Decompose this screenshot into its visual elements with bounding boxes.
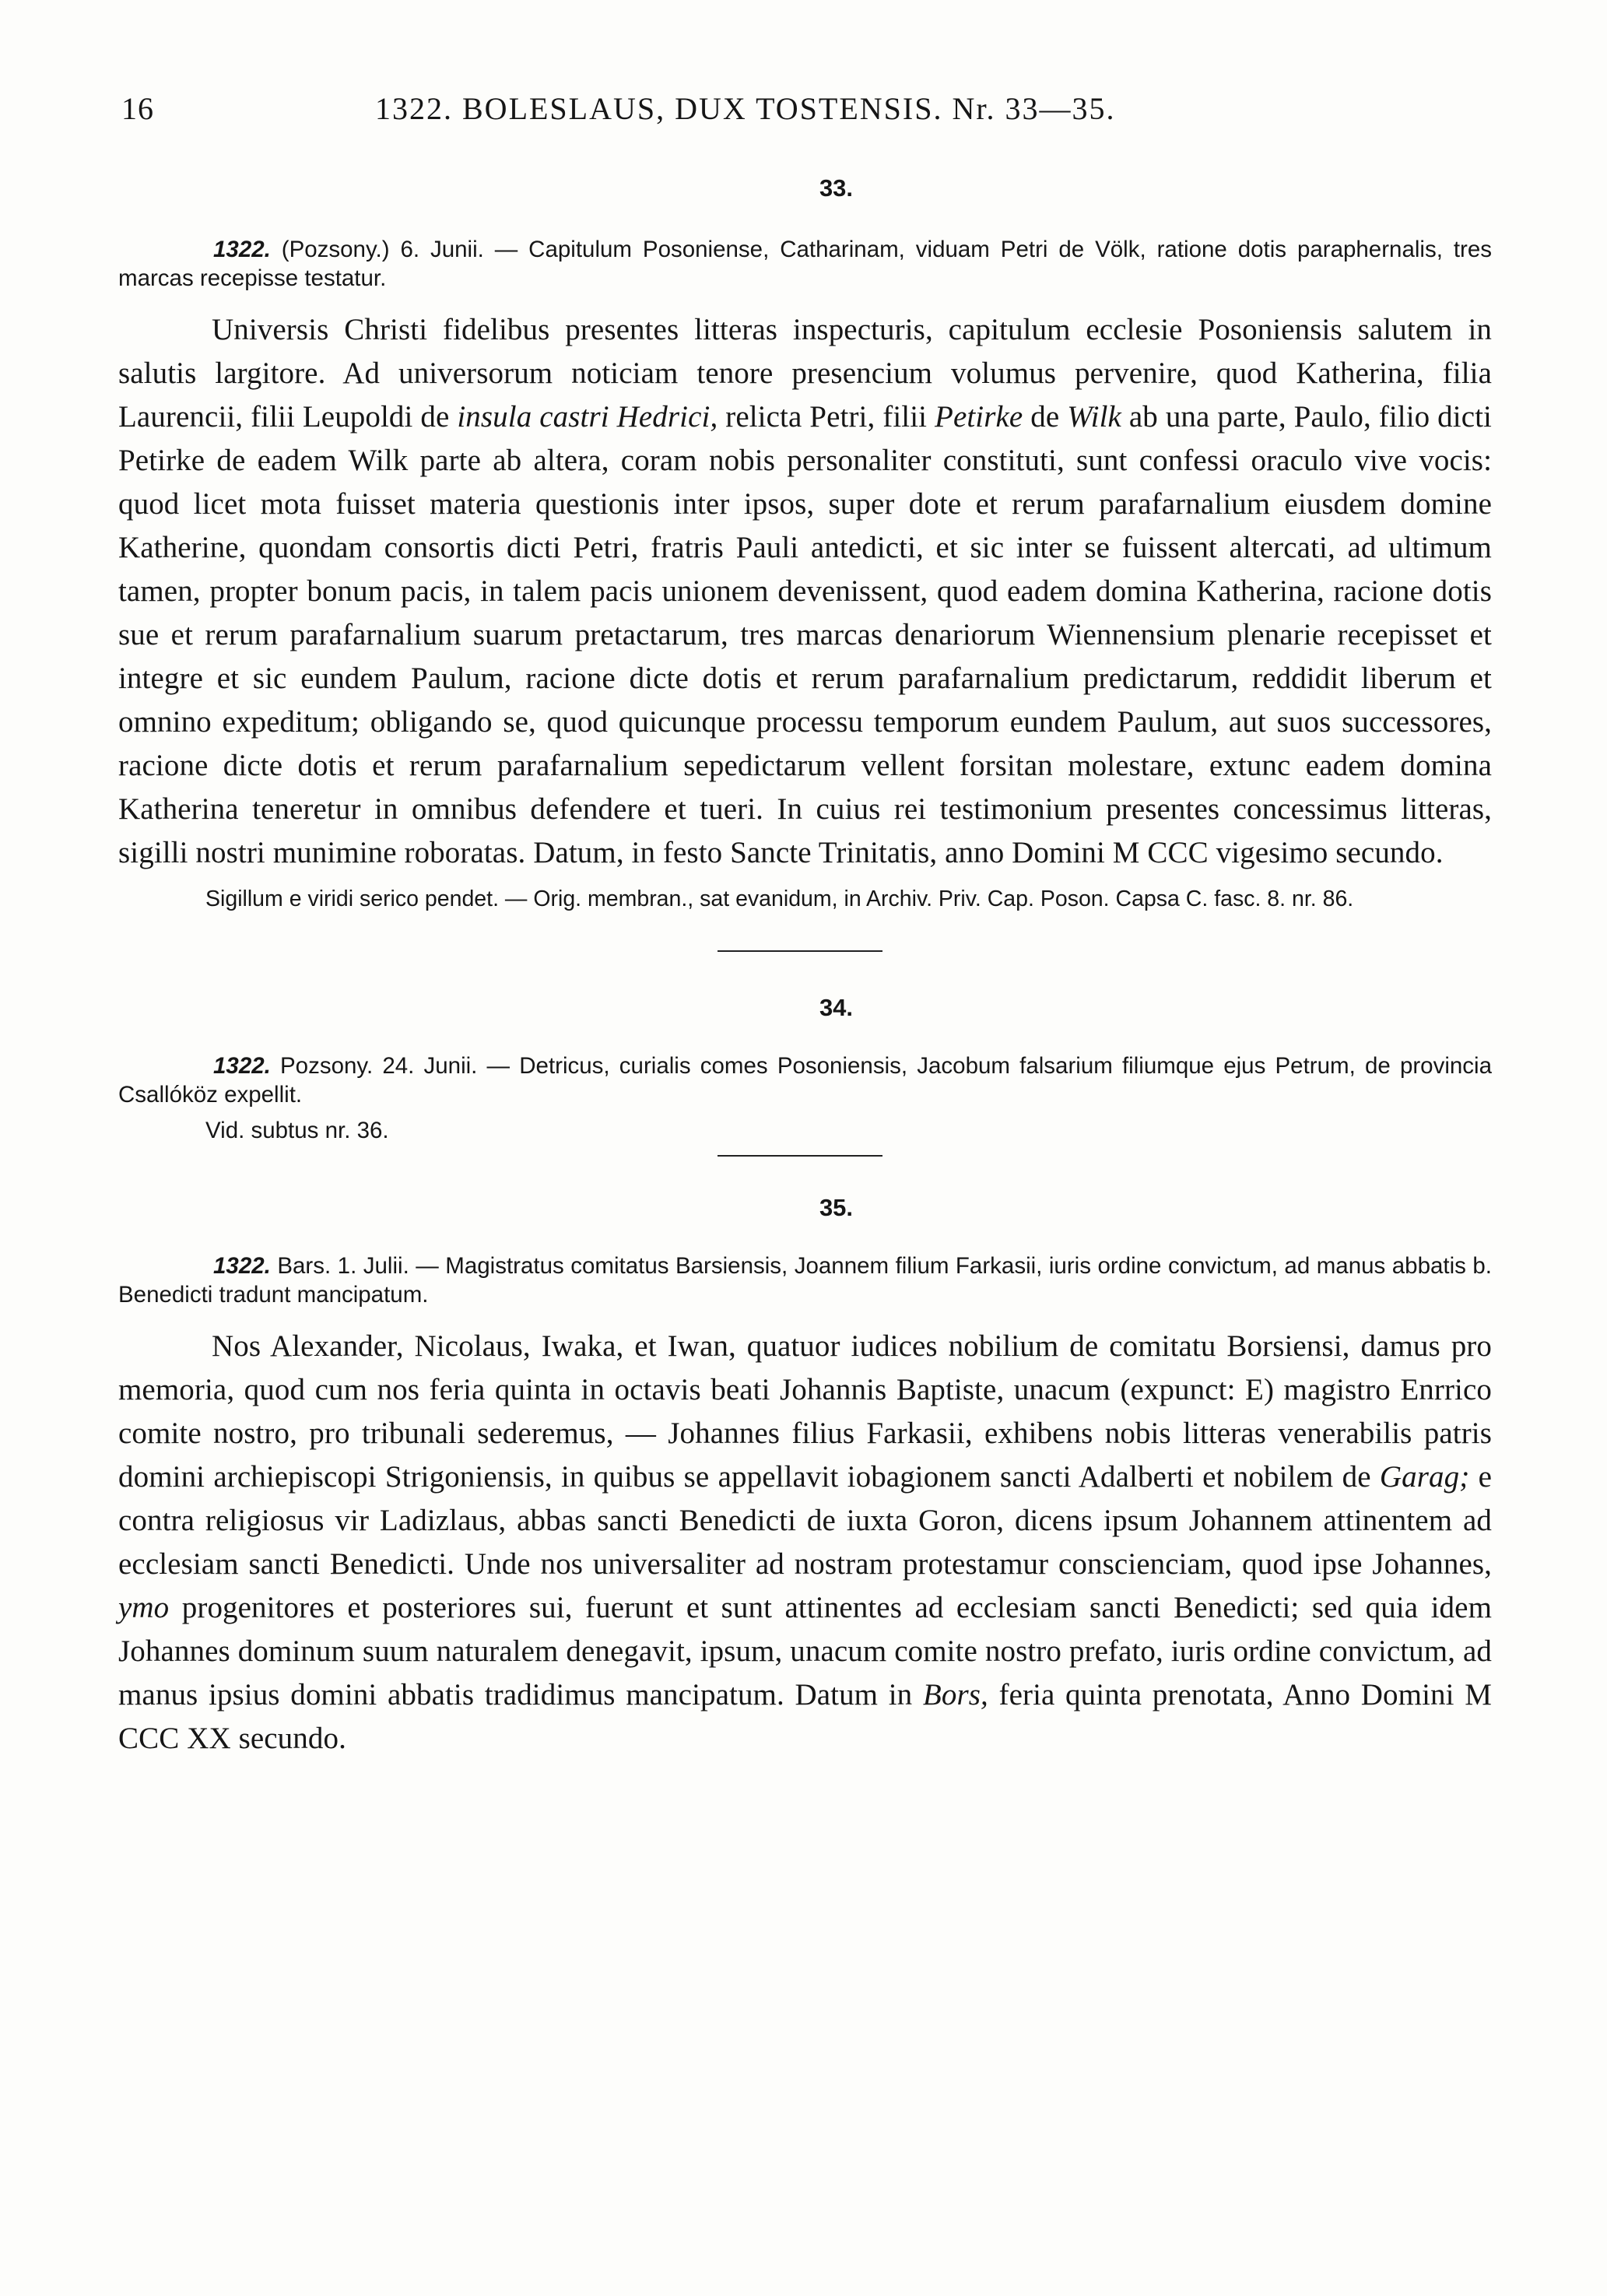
- charter-number: 34.: [819, 994, 854, 1021]
- body-italic-segment: insula castri Hedrici,: [457, 400, 718, 434]
- charter-35: [118, 1192, 1492, 1761]
- body-text-segment: Nos Alexander, Nicolaus, Iwaka, et Iwan, quatuor iudices nobilium de comitatu Borsiensi, damus pro memoria, quod cum nos feria quinta in octavis beati Johannis Baptiste, unacum (expunct: E) magistro Enrrico comite nostro, pro tribunali sederemus, — Johannes filius Farkasii, exhibens nobis litteras venerabilis patris domini archiepiscopi Strigoniensis, in quibus se appellavit iobagionem sancti Adalberti et nobilem de: [118, 1329, 1492, 1494]
- body-text-segment: e contra religiosus vir Ladizlaus, abbas sancti Benedicti de iuxta Goron, dicens ipsum Johannem attinentem ad ecclesiam sancti Benedicti. Unde nos universaliter ad nostram protestamur conscienciam, quod ipse Johannes,: [118, 1460, 1492, 1581]
- regest-date: 1322.: [213, 237, 271, 262]
- charter-number: 35.: [819, 1194, 854, 1221]
- body-italic-segment: ymo: [118, 1591, 170, 1624]
- charter-34: [118, 992, 1492, 1146]
- regest-text: Bars. 1. Julii. — Magistratus comitatus Barsiensis, Joannem filium Farkasii, iuris ordine convictum, ad manus abbatis b. Benedicti tradunt mancipatum.: [118, 1253, 1492, 1308]
- charter-body: [118, 308, 1492, 875]
- regest-date: 1322.: [213, 1053, 271, 1079]
- document-page: [118, 86, 1492, 1761]
- charter-body: [118, 1325, 1492, 1761]
- charter-33: [118, 173, 1492, 915]
- charter-regest: [118, 1252, 1492, 1309]
- cross-reference: Vid. subtus nr. 36.: [205, 1118, 389, 1143]
- body-italic-segment: Bors,: [922, 1678, 988, 1711]
- body-text-segment: feria quinta prenotata, Anno Domini M CCC XX secundo.: [118, 1678, 1492, 1755]
- charter-regest: [118, 1051, 1492, 1109]
- body-italic-segment: Wilk: [1067, 400, 1121, 434]
- page-number: 16: [121, 91, 154, 126]
- regest-text: (Pozsony.) 6. Junii. — Capitulum Posoniense, Catharinam, viduam Petri de Völk, ratione dotis paraphernalis, tres marcas recepisse testatur.: [118, 237, 1492, 291]
- body-text-segment: progenitores et posteriores sui, fuerunt et sunt attinentes ad ecclesiam sancti Benedicti; sed quia idem Johannes dominum suum naturalem denegavit, ipsum, unacum comite nostro prefato, iuris ordine convictum, ad manus ipsius domini abbatis tradidimus mancipatum. Datum in: [118, 1591, 1492, 1711]
- body-text-segment: ab una parte, Paulo, filio dicti Petirke de eadem Wilk parte ab altera, coram nobis personaliter constituti, sunt confessi oraculo vive vocis: quod licet mota fuisset materia questionis inter ipsos, super dote et rerum parafarnalium eiusdem domine Katherine, quondam consortis dicti Petri, fratris Pauli antedicti, et sic inter se fuissent altercati, ad ultimum tamen, propter bonum pacis, in talem pacis unionem devenissent, quod eadem domina Katherina, racione dotis sue et rerum parafarnalium suarum pretactarum, tres marcas denariorum Wiennensium plenarie recepisset et integre et sic eundem Paulum, racione dicte dotis et rerum parafarnalium predictarum, reddidit liberum et omnino expeditum; obligando se, quod quicunque processu temporum eundem Paulum, aut suos successores, racione dicte dotis et rerum parafarnalium sepedictarum vellent forsitan molestare, extunc eadem domina Katherina teneretur in omnibus defendere et tueri. In cuius rei testimonium presentes concessimus litteras, sigilli nostri munimine roboratas. Datum, in festo Sancte Trinitatis, anno Domini M CCC vigesimo secundo.: [118, 400, 1492, 869]
- page-header: [118, 86, 1492, 132]
- section-divider: [718, 950, 882, 952]
- section-divider: [718, 1155, 882, 1157]
- body-text-segment: de: [1023, 400, 1068, 434]
- running-title: 1322. BOLESLAUS, DUX TOSTENSIS. Nr. 33—35.: [375, 91, 1116, 126]
- charter-number: 33.: [819, 174, 854, 202]
- body-italic-segment: Garag;: [1379, 1460, 1470, 1494]
- body-italic-segment: Petirke: [935, 400, 1023, 434]
- charter-regest: [118, 235, 1492, 293]
- charter-source-note: Sigillum e viridi serico pendet. — Orig. membran., sat evanidum, in Archiv. Priv. Cap. Poson. Capsa C. fasc. 8. nr. 86.: [205, 886, 1354, 911]
- regest-text: Pozsony. 24. Junii. — Detricus, curialis comes Posoniensis, Jacobum falsarium filiumque ejus Petrum, de provincia Csallóköz expellit.: [118, 1053, 1492, 1108]
- body-text-segment: relicta Petri, filii: [718, 400, 935, 434]
- body-text-segment: Universis Christi fidelibus presentes litteras inspecturis, capitulum ecclesie Posoniensis salutem in salutis largitore. Ad universorum noticiam tenore presencium volumus pervenire, quod Katherina, filia Laurencii, filii Leupoldi de: [118, 313, 1492, 434]
- regest-date: 1322.: [213, 1253, 271, 1279]
